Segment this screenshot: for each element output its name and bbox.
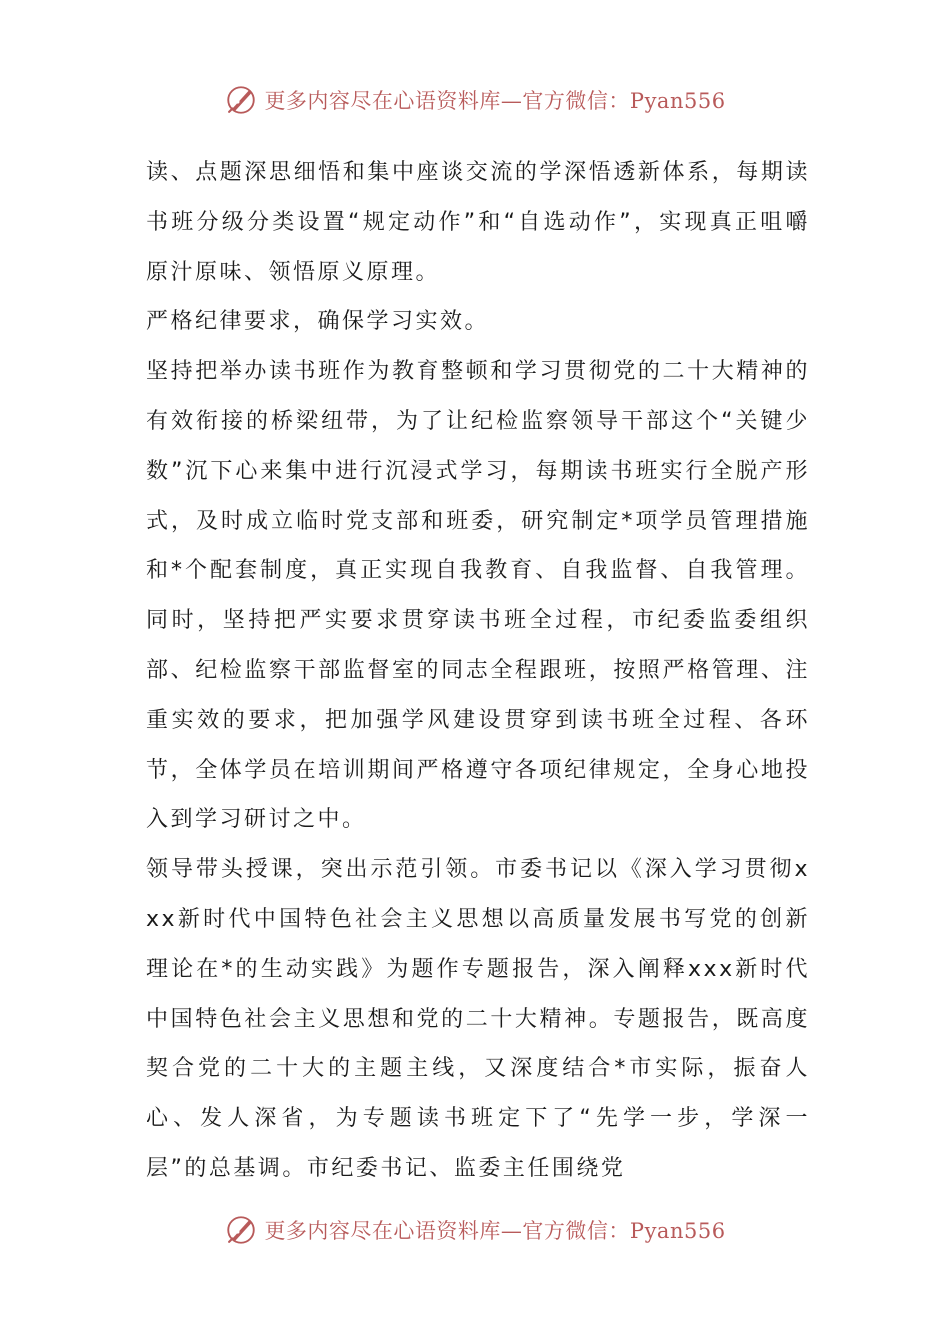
header-watermark (0, 78, 950, 122)
footer-watermark (0, 1208, 950, 1252)
paragraph-2: 严格纪律要求，确保学习实效。 (146, 309, 490, 335)
document-body (146, 148, 810, 1194)
paragraph-4: 领导带头授课，突出示范引领。市委书记以《深入学习贯彻xxx新时代中国特色社会主义思想以高质量发展书写党的创新理论在*的生动实践》为题作专题报告，深入阐释xxx新时代中国特色社会主义思想和党的二十大精神。专题报告，既高度契合党的二十大的主题主线，又深度结合*市实际，振奋人心、发人深省，为专题读书班定下了“先学一步，学深一层”的总基调。市纪委书记、监委主任围绕党 (146, 857, 810, 1181)
paragraph-3: 坚持把举办读书班作为教育整顿和学习贯彻党的二十大精神的有效衔接的桥梁纽带，为了让纪检监察领导干部这个“关键少数”沉下心来集中进行沉浸式学习，每期读书班实行全脱产形式，及时成立临时党支部和班委，研究制定*项学员管理措施和*个配套制度，真正实现自我教育、自我监督、自我管理。同时，坚持把严实要求贯穿读书班全过程，市纪委监委组织部、纪检监察干部监督室的同志全程跟班，按照严格管理、注重实效的要求，把加强学风建设贯穿到读书班全过程、各环节，全体学员在培训期间严格遵守各项纪律规定，全身心地投入到学习研讨之中。 (146, 359, 810, 833)
watermark-text: 更多内容尽在心语资料库—官方微信：Pyan556 (264, 1219, 726, 1243)
paragraph-1: 读、点题深思细悟和集中座谈交流的学深悟透新体系，每期读书班分级分类设置“规定动作”和“自选动作”，实现真正咀嚼原汁原味、领悟原义原理。 (146, 160, 810, 285)
quill-pen-seal-icon (224, 1213, 258, 1247)
watermark-text: 更多内容尽在心语资料库—官方微信：Pyan556 (264, 89, 726, 113)
quill-pen-seal-icon (224, 83, 258, 117)
